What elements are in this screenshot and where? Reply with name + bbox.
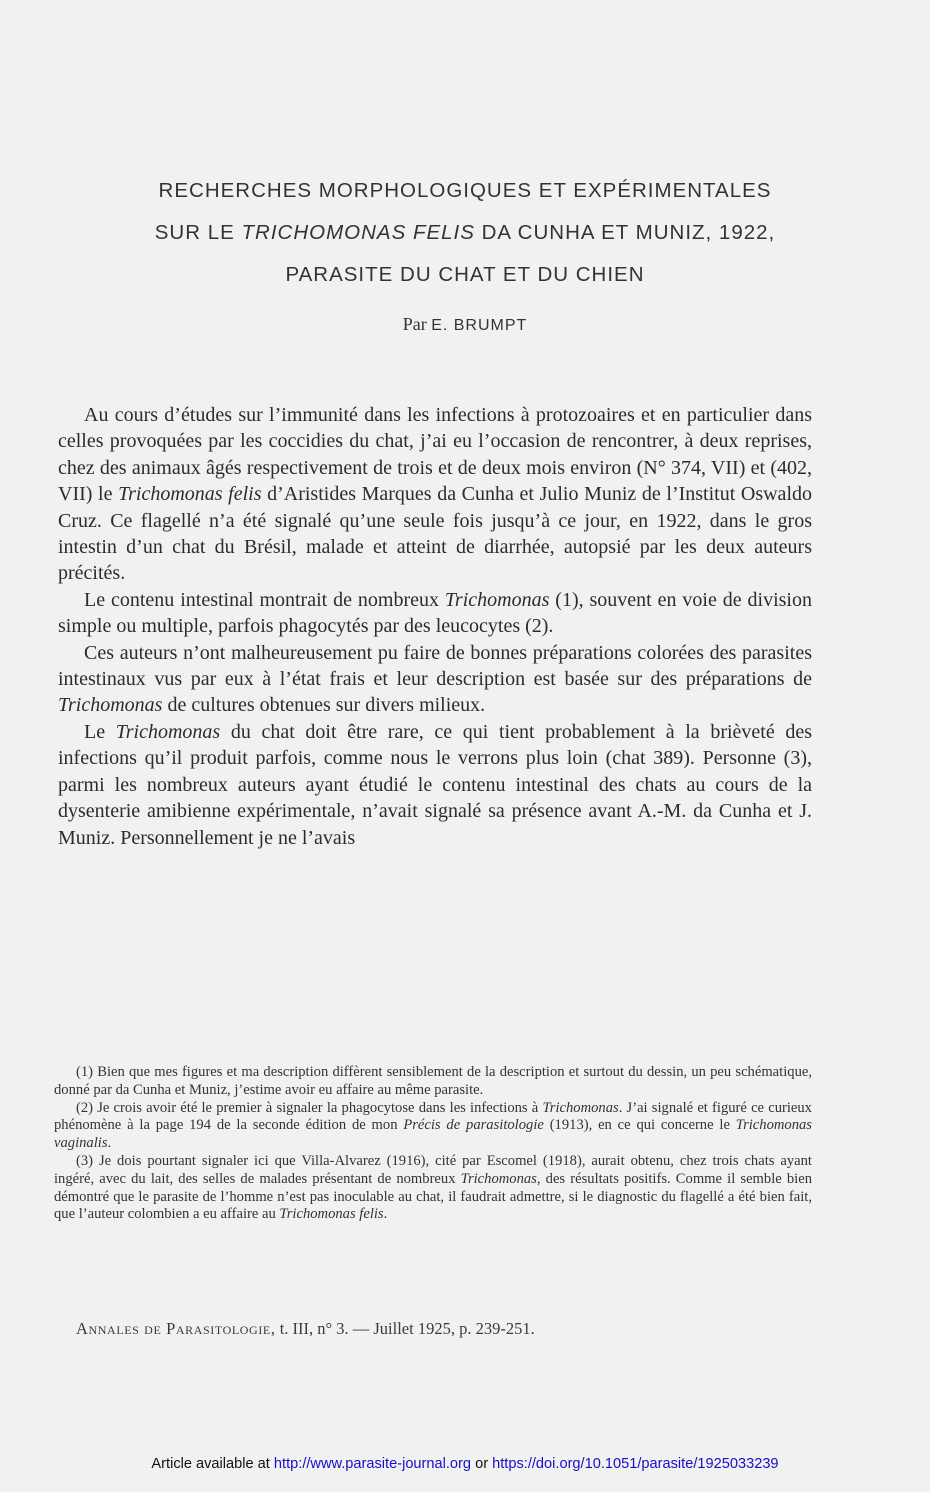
paragraph-2-text-c: (1), souvent en voie de division simple ou multiple, parfois phagocytés par des leucocytes (2). <box>58 588 812 638</box>
footnote-3 <box>54 1153 812 1224</box>
footnote-3-text-c: , des résultats positifs. Comme il semble bien démontré que le parasite de l’homme n’est pas inoculable au chat, il faudrait admettre, si le diagnostic du flagellé a été bien fait, que l’auteur colombien a eu affaire au <box>54 1170 812 1223</box>
author-prefix: Par <box>402 314 432 334</box>
paragraph-1 <box>58 402 812 587</box>
journal-citation <box>76 1319 535 1339</box>
article-body <box>58 402 812 851</box>
paragraph-2 <box>58 587 812 640</box>
paragraph-3-text-a: Ces auteurs n’ont malheureusement pu faire de bonnes préparations colorées des parasites intestinaux vus par eux à l’état frais et leur description est basée sur des préparations de <box>58 641 812 691</box>
footnote-3-italic-b: Trichomonas <box>460 1170 537 1187</box>
journal-name: Annales de Parasitologie, <box>76 1319 276 1338</box>
title-line-2 <box>40 212 890 254</box>
paragraph-4-text-a: Le <box>84 720 116 743</box>
title-species-name: TRICHOMONAS FELIS <box>241 221 475 244</box>
footnote-2-text-c: . J’ai signalé et figuré ce curieux phénomène à la page 194 de la seconde édition de mon <box>54 1099 812 1134</box>
paragraph-1-italic: Trichomonas felis <box>118 483 262 506</box>
article-title <box>40 170 890 296</box>
paragraph-1-text-a: Au cours d’études sur l’immunité dans les infections à protozoaires et en particulier dans celles provoquées par les coccidies du chat, j’ai eu l’occasion de rencontrer, à deux reprises, chez des animaux âgés respectivement de trois et de deux mois environ (N° 374, VII) et (402, VII) le <box>58 404 812 506</box>
paragraph-3-text-c: de cultures obtenues sur divers milieux. <box>162 694 486 717</box>
footnote-2 <box>54 1100 812 1153</box>
footnote-3-text-a: (3) Je dois pourtant signaler ici que Villa-Alvarez (1916), cité par Escomel (1918), aurait obtenu, chez trois chats ayant ingéré, avec du lait, des selles de malades présentant de nombreux <box>54 1152 812 1187</box>
paragraph-4-italic: Trichomonas <box>115 720 221 743</box>
footnote-2-text-g: . <box>107 1135 112 1152</box>
footnote-2-text-e: (1913), en ce qui concerne le <box>543 1117 736 1134</box>
journal-details: t. III, n° 3. — Juillet 1925, p. 239-251. <box>275 1319 535 1338</box>
title-line-3: PARASITE DU CHAT ET DU CHIEN <box>285 263 645 286</box>
footnote-2-italic-f: Trichomonas vaginalis <box>54 1117 812 1152</box>
title-line-1: RECHERCHES MORPHOLOGIQUES ET EXPÉRIMENTALES <box>158 179 772 202</box>
footer-middle: or <box>471 1456 493 1472</box>
availability-footer <box>0 1456 930 1472</box>
author-line <box>0 314 930 335</box>
paragraph-3-italic: Trichomonas <box>58 694 163 717</box>
footnotes <box>54 1064 812 1224</box>
footnote-3-italic-d: Trichomonas felis <box>279 1206 384 1223</box>
footnote-2-italic-d: Précis de parasitologie <box>403 1117 544 1134</box>
paragraph-2-italic: Trichomonas <box>444 588 550 611</box>
paragraph-3 <box>58 640 812 719</box>
footnote-1: (1) Bien que mes figures et ma description diffèrent sensiblement de la description et surtout du dessin, un peu schématique, donné par da Cunha et Muniz, j’estime avoir eu affaire au même parasite. <box>54 1064 812 1098</box>
journal-website-link[interactable]: http://www.parasite-journal.org <box>273 1456 472 1472</box>
author-name: E. BRUMPT <box>431 317 528 334</box>
footnote-3-text-e: . <box>383 1206 388 1223</box>
footnote-2-text-a: (2) Je crois avoir été le premier à signaler la phagocytose dans les infections à <box>76 1099 543 1116</box>
paragraph-2-text-a: Le contenu intestinal montrait de nombreux <box>84 588 445 611</box>
footer-prefix: Article available at <box>151 1456 274 1472</box>
title-line-2-start: SUR LE <box>154 221 242 244</box>
paragraph-1-text-c: d’Aristides Marques da Cunha et Julio Muniz de l’Institut Oswaldo Cruz. Ce flagellé n’a été signalé qu’une seule fois jusqu’à ce jour, en 1922, dans le gros intestin d’un chat du Brésil, malade et atteint de diarrhée, autopsié par les deux auteurs précités. <box>58 483 812 585</box>
paragraph-4 <box>58 719 812 851</box>
title-line-2-end: DA CUNHA ET MUNIZ, 1922, <box>474 221 776 244</box>
doi-link[interactable]: https://doi.org/10.1051/parasite/1925033239 <box>492 1456 779 1472</box>
paragraph-4-text-c: du chat doit être rare, ce qui tient probablement à la brièveté des infections qu’il produit parfois, comme nous le verrons plus loin (chat 389). Personne (3), parmi les nombreux auteurs ayant étudié le contenu intestinal des chats au cours de la dysenterie amibienne expérimentale, n’avait signalé sa présence avant A.-M. da Cunha et J. Muniz. Personnellement je ne l’avais <box>58 720 813 849</box>
footnote-2-italic-b: Trichomonas <box>542 1099 619 1116</box>
